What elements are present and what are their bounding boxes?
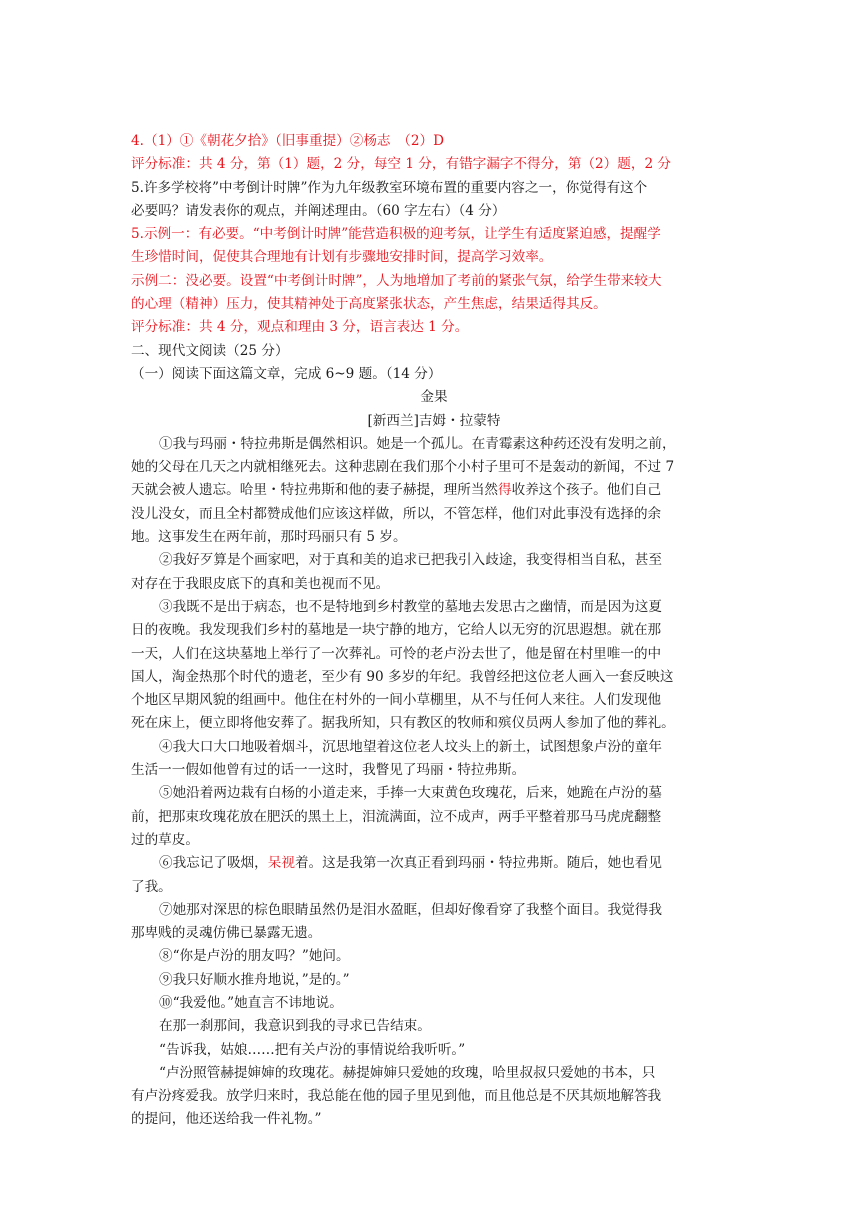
paragraph-1-line-3-c: 收养这个孩子。他们自己 — [511, 482, 662, 499]
paragraph-10: ⑩“我爱他。”她直言不讳地说。 — [159, 994, 343, 1011]
q5-question-line-2: 必要吗？请发表你的观点，并阐述理由。（60 字左右）（4 分） — [131, 202, 506, 219]
q5-example1-line-2: 生珍惜时间，促使其合理地有计划有步骤地安排时间，提高学习效率。 — [131, 249, 553, 266]
paragraph-3-line-5: 个地区早期风貌的组画中。他住在村外的一间小草棚里，从不与任何人来往。人们发现他 — [131, 692, 662, 709]
paragraph-3-line-3: 一天，人们在这块墓地上举行了一次葬礼。可怜的老卢汾去世了，他是留在村里唯一的中 — [131, 645, 662, 662]
paragraph-4-line-1: ④我大口大口地吸着烟斗，沉思地望着这位老人坟头上的新土，试图想象卢汾的童年 — [159, 738, 662, 755]
article-author: [新西兰]吉姆・拉蒙特 — [367, 412, 501, 429]
q5-question-line-1: 5.许多学校将”中考倒计时牌”作为九年级教室环境布置的重要内容之一，你觉得有这个 — [131, 179, 648, 196]
paragraph-5-line-2: 前，把那束玫瑰花放在肥沃的黑土上，泪流满面，泣不成声，两手平整着那马马虎虎翻整 — [131, 808, 662, 825]
section-title: 二、现代文阅读（25 分） — [131, 342, 289, 359]
article-title: 金果 — [420, 389, 448, 406]
paragraph-1-line-2: 她的父母在几天之内就相继死去。这种悲剧在我们那个小村子里可不是轰动的新闻，不过 7 — [131, 459, 675, 476]
paragraph-2-line-1: ②我好歹算是个画家吧，对于真和美的追求已把我引入歧途，我变得相当自私，甚至 — [159, 552, 662, 569]
paragraph-13-line-3: 的提问，他还送给我一件礼物。” — [131, 1111, 322, 1128]
highlighted-word-de: 得 — [498, 482, 512, 499]
highlighted-word-daishi: 呆视 — [267, 855, 295, 872]
q4-scoring: 评分标准：共 4 分，第（1）题，2 分，每空 1 分，有错字漏字不得分，第（2）题，2 分 — [131, 156, 672, 173]
paragraph-7-line-2: 那卑贱的灵魂仿佛已暴露无遗。 — [131, 925, 322, 942]
paragraph-2-line-2: 对存在于我眼皮底下的真和美也视而不见。 — [131, 575, 390, 592]
paragraph-11: 在那一刹那间，我意识到我的寻求已告结束。 — [159, 1018, 431, 1035]
paragraph-13-line-1: “卢汾照管赫提婶婶的玫瑰花。赫提婶婶只爱她的玫瑰，哈里叔叔只爱她的书本，只 — [159, 1064, 656, 1081]
paragraph-1-line-5: 地。这事发生在两年前，那时玛丽只有 5 岁。 — [131, 529, 407, 546]
q5-example2-line-2: 的心理（精神）压力，使其精神处于高度紧张状态，产生焦虑，结果适得其反。 — [131, 296, 607, 313]
paragraph-3-line-4: 国人，淘金热那个时代的遗老，至少有 90 多岁的年纪。我曾经把这位老人画入一套反映这 — [131, 668, 674, 685]
document-body — [131, 130, 737, 1132]
paragraph-3-line-6: 死在床上，便立即将他安葬了。据我所知，只有教区的牧师和殡仪员两人参加了他的葬礼。 — [131, 715, 675, 732]
paragraph-5-line-1: ⑤她沿着两边栽有白杨的小道走来，手捧一大束黄色玫瑰花，后来，她跪在卢汾的墓 — [159, 785, 662, 802]
q5-example1-line-1: 5.示例一：有必要。“中考倒计时牌”能营造积极的迎考氛，让学生有适度紧迫感，提醒学 — [131, 226, 661, 243]
paragraph-7-line-1: ⑦她那对深思的棕色眼睛虽然仍是泪水盈眶，但却好像看穿了我整个面目。我觉得我 — [159, 901, 662, 918]
paragraph-5-line-3: 过的草皮。 — [131, 831, 199, 848]
paragraph-12: “告诉我，姑娘……把有关卢汾的事情说给我听听。” — [159, 1041, 466, 1058]
paragraph-6-line-1-c: 着。这是我第一次真正看到玛丽・特拉弗斯。随后，她也看见 — [294, 855, 662, 872]
paragraph-4-line-2: 生活一一假如他曾有过的话一一这时，我瞥见了玛丽・特拉弗斯。 — [131, 762, 526, 779]
paragraph-1-line-1: ①我与玛丽・特拉弗斯是偶然相识。她是一个孤儿。在青霉素这种药还没有发明之前， — [159, 435, 676, 452]
q5-example2-line-1: 示例二：没必要。设置“中考倒计时牌”，人为地增加了考前的紧张气氛，给学生带来较大 — [131, 272, 662, 289]
paragraph-13-line-2: 有卢汾疼爱我。放学归来时，我总能在他的园子里见到他，而且他总是不厌其烦地解答我 — [131, 1088, 662, 1105]
section-subtitle: （一）阅读下面这篇文章，完成 6~9 题。（14 分） — [131, 365, 442, 382]
paragraph-9: ⑨我只好顺水推舟地说，”是的。” — [159, 971, 350, 988]
paragraph-3-line-2: 日的夜晚。我发现我们乡村的墓地是一块宁静的地方，它给人以无穷的沉思遐想。就在那 — [131, 622, 662, 639]
paragraph-6-line-1 — [131, 852, 737, 875]
paragraph-6-line-1-a: ⑥我忘记了吸烟， — [159, 855, 268, 872]
q4-answer: 4.（1）①《朝花夕拾》（旧事重提）②杨志 （2）D — [131, 133, 445, 149]
paragraph-8: ⑧“你是卢汾的朋友吗？”她问。 — [159, 948, 350, 965]
paragraph-1-line-3 — [131, 479, 737, 502]
q5-scoring: 评分标准：共 4 分，观点和理由 3 分，语言表达 1 分。 — [131, 319, 469, 336]
paragraph-1-line-3-a: 天就会被人遗忘。哈里・特拉弗斯和他的妻子赫提，理所当然 — [131, 482, 499, 499]
paragraph-6-line-2: 了我。 — [131, 878, 172, 895]
paragraph-1-line-4: 没儿没女，而且全村都赞成他们应该这样做，所以，不管怎样，他们对此事没有选择的余 — [131, 505, 662, 522]
paragraph-3-line-1: ③我既不是出于病态，也不是特地到乡村教堂的墓地去发思古之幽情，而是因为这夏 — [159, 598, 662, 615]
